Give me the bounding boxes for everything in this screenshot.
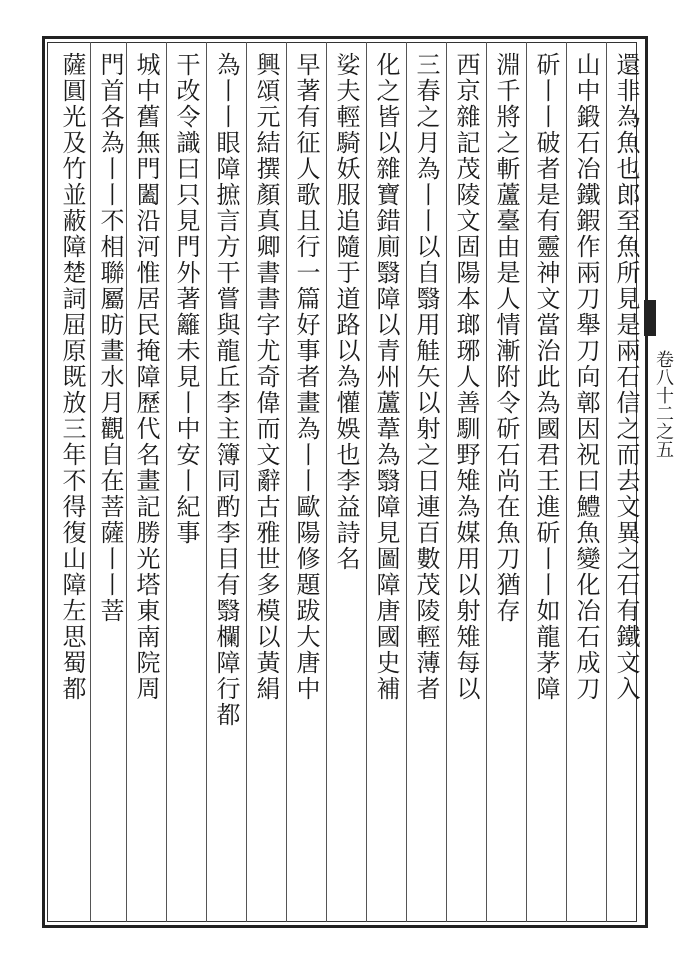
text-column-7: 化之皆以雜寶錯廁翳障以青州蘆葦為翳障見圖障唐國史補 [372, 52, 400, 702]
text-column-1: 還非為魚也郎至魚所見是兩石信之而去文異之石有鐵文入 [612, 52, 640, 702]
text-column-15: 薩圓光及竹並蔽障楚詞屈原既放三年不得復山障左思蜀都 [58, 52, 86, 702]
text-column-14: 門首各為丨丨不相聯屬昉畫水月觀自在菩薩丨丨菩 [96, 52, 124, 624]
text-column-13: 城中舊無門闔沿河惟居民掩障歷代名畫記勝光塔東南院周 [132, 52, 160, 702]
text-column-2: 山中鍛石冶鐵鍜作兩刀舉刀向鄣因祝曰鱧魚變化冶石成刀 [572, 52, 600, 702]
text-column-5: 西京雜記茂陵文固陽本瑯琊人善馴野雉為媒用以射雉每以 [452, 52, 480, 702]
chapter-label: 卷八十二之五 [653, 350, 674, 458]
fishtail-marker [644, 300, 656, 336]
text-column-10: 興頌元結撰顏真卿書書字尤奇偉而文辭古雅世多模以黃絹 [252, 52, 280, 702]
text-column-3: 斫丨丨破者是有靈神文當治此為國君王進斫丨丨如龍茅障 [532, 52, 560, 702]
text-column-6: 三春之月為丨丨以自翳用觟矢以射之日連百數茂陵輕薄者 [412, 52, 440, 702]
text-column-8: 娑夫輕騎妖服追隨于道路以為懽娛也李益詩名 [332, 52, 360, 572]
text-column-12: 干改令識曰只見門外著籬未見丨中安丨紀事 [172, 52, 200, 546]
text-column-4: 淵千將之斬蘆臺由是人情漸附令斫石尚在魚刀猶存 [492, 52, 520, 624]
text-column-11: 為丨丨眼障摭言方干嘗與龍丘李主簿同酌李目有翳欄障行都 [212, 52, 240, 728]
text-column-9: 早著有征人歌且行一篇好事者畫為丨丨歐陽修題跋大唐中 [292, 52, 320, 702]
